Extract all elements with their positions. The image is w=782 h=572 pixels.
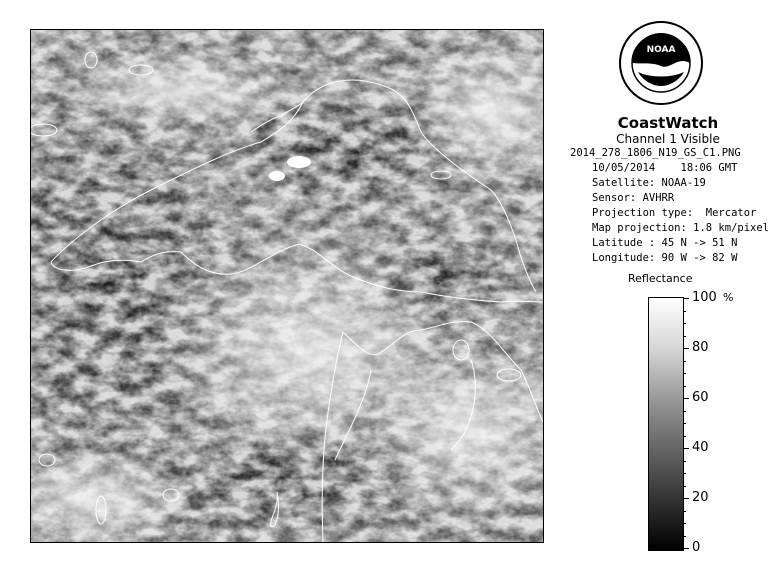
colorbar-tick-label: 40	[692, 440, 709, 455]
colorbar-tick	[683, 436, 686, 437]
reflectance-colorbar	[648, 297, 684, 551]
colorbar-tick	[683, 373, 686, 374]
colorbar-tick-label: 0	[692, 540, 701, 555]
projection-type: Projection type: Mercator	[592, 207, 757, 219]
scale-title: Reflectance	[628, 272, 693, 285]
product-info	[568, 114, 768, 266]
colorbar-tick	[683, 548, 689, 549]
colorbar-tick	[683, 398, 689, 399]
colorbar-tick	[683, 386, 686, 387]
satellite-image	[31, 30, 543, 542]
colorbar-tick	[683, 361, 686, 362]
colorbar-tick	[683, 323, 686, 324]
colorbar-tick	[683, 336, 686, 337]
colorbar-tick-label: 20	[692, 490, 709, 505]
colorbar-tick	[683, 348, 689, 349]
colorbar-tick-label: 60	[692, 390, 709, 405]
colorbar-tick	[683, 448, 689, 449]
colorbar-tick	[683, 498, 689, 499]
colorbar-tick	[683, 511, 686, 512]
noaa-logo-text: NOAA	[646, 45, 676, 55]
colorbar-tick	[683, 423, 686, 424]
colorbar-tick	[683, 298, 689, 299]
latitude-range: Latitude : 45 N -> 51 N	[592, 237, 738, 249]
colorbar-tick	[683, 536, 686, 537]
sensor: Sensor: AVHRR	[592, 192, 675, 204]
colorbar-tick	[683, 461, 686, 462]
colorbar-tick	[683, 486, 686, 487]
file-name: 2014_278_1806_N19_GS_C1.PNG	[570, 147, 741, 159]
map-projection: Map projection: 1.8 km/pixel	[592, 222, 770, 234]
scale-unit: %	[723, 291, 734, 304]
colorbar-tick	[683, 473, 686, 474]
product-title: CoastWatch	[617, 114, 719, 132]
satellite-map	[30, 29, 544, 543]
noaa-logo	[618, 20, 704, 106]
colorbar-tick	[683, 523, 686, 524]
colorbar-tick	[683, 411, 686, 412]
colorbar-tick	[683, 311, 686, 312]
longitude-range: Longitude: 90 W -> 82 W	[592, 252, 738, 264]
colorbar-tick-label: 100	[692, 290, 717, 305]
date-time: 10/05/2014 18:06 GMT	[592, 162, 738, 174]
colorbar-tick-label: 80	[692, 340, 709, 355]
channel-label: Channel 1 Visible	[616, 132, 720, 146]
satellite: Satellite: NOAA-19	[592, 177, 706, 189]
